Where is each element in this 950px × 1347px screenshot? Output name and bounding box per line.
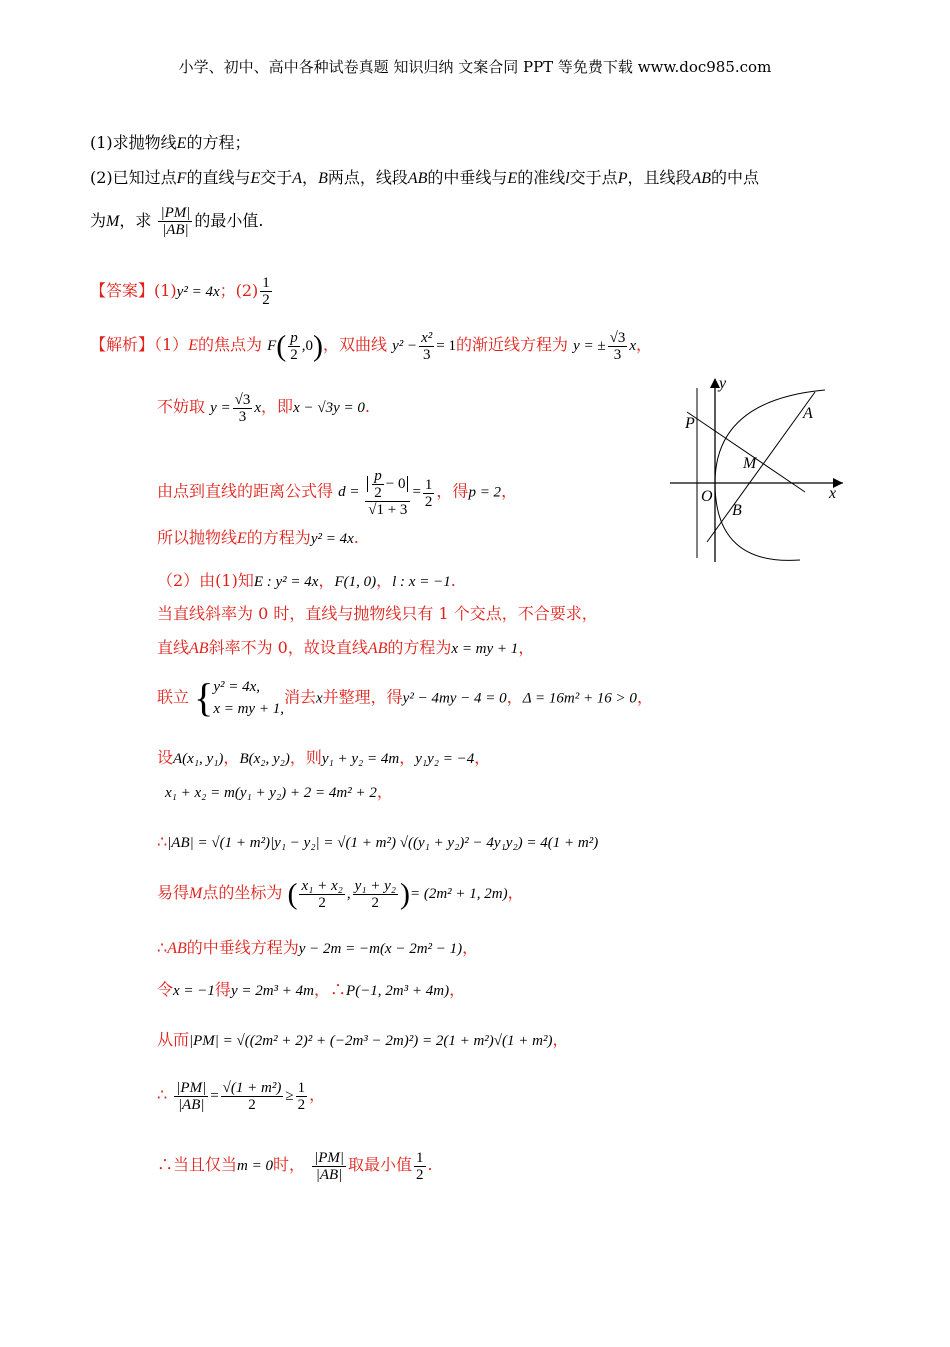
text: ，: [501, 481, 518, 501]
eq: y² = 4x: [310, 531, 354, 547]
eq: y₁ + y₂ = 4m: [321, 751, 400, 767]
text: 不妨取: [157, 396, 206, 416]
eq: Δ = 16m² + 16 > 0: [522, 690, 637, 707]
analysis-line-4: [157, 528, 359, 549]
eq: B(x₂, y₂): [239, 751, 290, 767]
frac-num: 1: [416, 1150, 424, 1166]
text: ，: [462, 938, 479, 957]
eq: m = 0: [237, 1157, 273, 1174]
eq: = (2m² + 1, 2m): [409, 885, 508, 902]
answer-line: [90, 275, 274, 308]
eq: P(−1, 2m³ + 4m): [346, 983, 450, 999]
analysis-line-16: [157, 1080, 325, 1113]
text: ，: [506, 687, 523, 707]
text: ∴: [157, 938, 168, 957]
var: x: [254, 399, 262, 416]
eq-part: ≥: [285, 1087, 294, 1104]
text: 令: [157, 980, 174, 999]
text: ，: [474, 748, 491, 767]
system-eq-2: x = my + 1,: [213, 701, 284, 717]
frac-num: 1: [424, 476, 433, 493]
eq: F(1, 0): [334, 574, 377, 590]
analysis-line-5: [157, 571, 456, 592]
question-2: [90, 168, 759, 189]
analysis-line-7: [157, 638, 534, 659]
var: F: [267, 337, 277, 354]
text: ，∴: [314, 980, 347, 999]
frac-den: |AB|: [177, 1097, 205, 1113]
eq: |PM| = √((2m² + 2)² + (−2m³ − 2m)²) = 2(1 + m²)√(1 + m²): [189, 1033, 553, 1049]
q2-var: AB: [407, 170, 428, 187]
frac-num: y₁ + y₂: [354, 878, 396, 894]
text: 时，: [272, 1154, 305, 1174]
text: ，得: [436, 481, 469, 501]
q2-text: 两点，线段: [327, 168, 408, 187]
frac-den: 2: [318, 895, 326, 911]
text: ，双曲线: [323, 334, 388, 354]
eq-part: d =: [338, 484, 360, 501]
frac-num: |PM|: [314, 1150, 344, 1166]
q2-text: 交于: [260, 168, 293, 187]
answer-label: 【答案】(1): [90, 281, 177, 300]
q1-var-e: E: [176, 135, 187, 152]
q2-var: l: [565, 170, 570, 187]
text: 的方程为: [246, 528, 311, 547]
system-eq-1: y² = 4x,: [213, 679, 260, 695]
q2-var: M: [106, 213, 120, 230]
var: x: [629, 337, 637, 354]
frac-num: x₁ + x₂: [301, 878, 343, 894]
frac-num: √3: [234, 392, 251, 408]
eq: x = my + 1: [451, 641, 519, 657]
text: 斜率不为 0，故设直线: [208, 638, 368, 657]
eq: l : x = −1: [392, 574, 451, 590]
eq: p = 2: [468, 484, 502, 501]
perpendicular-bisector: [687, 412, 805, 492]
parabola-figure: [665, 370, 855, 565]
label-a: A: [803, 405, 813, 422]
q2-text: (2)已知过点: [90, 168, 177, 187]
eq-part: =: [412, 484, 421, 501]
frac-num: 1: [297, 1080, 306, 1096]
text: ，: [518, 638, 535, 657]
frac-den: √1 + 3: [368, 502, 408, 518]
var: AB: [167, 940, 187, 957]
text: 得: [214, 980, 231, 999]
q2-var: E: [250, 170, 261, 187]
eq-part: y =: [210, 399, 231, 416]
analysis-line-10: [165, 782, 393, 803]
eq: x = −1: [173, 983, 215, 999]
analysis-line-1: 【解析】（1）E的焦点为 F( $\frac{p}{2}$ ,0)，双曲线 y² − $\frac{\text{x²}}{3}$ = 1的渐近线方程为 y = ± $\frac{√3}{3}$ x，: [90, 329, 653, 363]
analysis-line-11: [157, 832, 598, 853]
question-2-line-2: [90, 205, 263, 238]
text: ，: [507, 882, 524, 902]
eq: y₁y₂ = −4: [415, 751, 475, 767]
frac-den: 2: [374, 485, 382, 501]
text: 取最小值: [348, 1154, 413, 1174]
analysis-line-6: 当直线斜率为 0 时，直线与抛物线只有 1 个交点，不合要求，: [157, 604, 598, 623]
frac-den: 2: [424, 493, 433, 510]
frac-num: √3: [609, 330, 626, 346]
analysis-label: 【解析】（1）: [90, 334, 189, 354]
frac-num: x²: [421, 330, 433, 346]
q2-text: 交于点: [569, 168, 618, 187]
eq: y² − 4my − 4 = 0: [402, 690, 507, 707]
analysis-line-9: [157, 748, 490, 769]
eq: |AB| = √(1 + m²)|y₁ − y₂| = √(1 + m²) √((y₁ + y₂)² − 4y₁y₂) = 4(1 + m²): [167, 835, 599, 851]
var: E: [237, 530, 247, 547]
text: 从而: [157, 1030, 190, 1049]
label-p: P: [685, 415, 695, 432]
q2-text: 的最小值.: [194, 211, 264, 230]
frac-den: 2: [290, 347, 298, 363]
text: ，: [376, 571, 393, 590]
text: （2）由(1)知: [157, 571, 254, 590]
q2-var: AB: [691, 170, 712, 187]
text: 并整理，得: [322, 687, 403, 707]
eq-part: = 1: [436, 337, 457, 354]
q2-frac-num: |PM|: [160, 205, 191, 221]
analysis-line-8: 联立 { y² = 4x, x = my + 1, 消去x并整理，得y² − 4my − 4 = 0，Δ = 16m² + 16 > 0，: [157, 675, 653, 720]
q2-var: A: [292, 170, 303, 187]
q2-frac-den: |AB|: [162, 222, 189, 238]
text: 的方程为: [387, 638, 452, 657]
eq: E : y² = 4x: [253, 574, 319, 590]
answer-eq: y² = 4x: [176, 284, 220, 300]
frac-den: 2: [297, 1097, 306, 1113]
eq-part: y = ±: [573, 337, 606, 354]
var: AB: [367, 640, 388, 657]
eq: A(x₁, y₁): [173, 751, 224, 767]
frac-den: 2: [416, 1167, 424, 1183]
answer-half: [260, 275, 272, 308]
q2-text: 为: [90, 211, 107, 230]
text: 联立: [157, 687, 190, 707]
frac-den: 3: [238, 409, 247, 425]
eq-part: − 0: [385, 475, 406, 492]
var: E: [188, 336, 198, 354]
text: ,0: [301, 337, 313, 354]
q2-text: 的中点: [711, 168, 760, 187]
text: ，: [309, 1084, 326, 1104]
analysis-line-17: [157, 1150, 433, 1183]
q2-text: ，求: [119, 211, 152, 230]
q2-text: ，且线段: [627, 168, 692, 187]
text: 所以抛物线: [157, 528, 238, 547]
analysis-line-2: [157, 392, 370, 425]
var: x: [315, 690, 323, 707]
analysis-line-14: [157, 980, 465, 1001]
distance-fraction: [365, 468, 410, 518]
label-x: x: [829, 485, 837, 502]
q2-fraction: [158, 205, 192, 238]
eq-part: y² −: [392, 337, 418, 354]
frac-num: 1: [262, 275, 270, 291]
q2-var: E: [507, 170, 518, 187]
var: M: [189, 884, 203, 902]
text: 由点到直线的距离公式得: [157, 481, 334, 501]
frac-num: √(1 + m²): [222, 1080, 282, 1096]
text: ，则: [289, 748, 322, 767]
text: ，: [318, 571, 335, 590]
text: 消去: [283, 687, 316, 707]
text: 的焦点为: [197, 334, 262, 354]
label-m: M: [743, 455, 757, 472]
text: 设: [157, 748, 174, 767]
answer-sep: ；(2): [219, 281, 259, 300]
text: ，: [636, 687, 653, 707]
question-1: [90, 133, 250, 154]
text: 直线: [157, 638, 190, 657]
text: .: [353, 528, 359, 547]
q2-text: 的准线: [517, 168, 566, 187]
label-b: B: [732, 502, 742, 519]
q2-text: 的直线与: [186, 168, 251, 187]
analysis-line-3: [157, 468, 517, 518]
text: ，: [399, 748, 416, 767]
therefore-symbol: ∴: [157, 1084, 168, 1104]
text: ，即: [261, 396, 294, 416]
text: ，: [449, 980, 466, 999]
eq: y = 2m³ + 4m: [230, 983, 315, 999]
frac-num: p: [374, 468, 382, 484]
text: .: [364, 396, 370, 416]
frac-den: 2: [248, 1097, 256, 1113]
frac-num: |PM|: [176, 1080, 207, 1096]
q2-text: ，: [302, 168, 319, 187]
frac-den: 3: [613, 347, 622, 363]
text: ∴当且仅当: [157, 1154, 238, 1174]
label-y: y: [719, 375, 727, 392]
frac-den: 2: [262, 292, 270, 308]
text: ，: [223, 748, 240, 767]
frac-den: 2: [371, 895, 380, 911]
therefore-symbol: ∴: [157, 832, 168, 851]
label-o: O: [701, 488, 713, 505]
text: ，: [552, 1030, 569, 1049]
eq: x₁ + x₂ = m(y₁ + y₂) + 2 = 4m² + 2: [165, 785, 377, 801]
text: .: [450, 571, 456, 590]
text: 点的坐标为: [202, 882, 283, 902]
text: .: [427, 1154, 433, 1174]
analysis-line-13: [157, 938, 478, 959]
eq-part: =: [210, 1087, 219, 1104]
q2-text: 的中垂线与: [427, 168, 508, 187]
analysis-line-12: 易得M点的坐标为 ( $\frac{\text{x₁ + x₂}}{2}$ , $\frac{\text{y₁ + y₂}}{2}$ )= (2m² + 1, 2m)，: [157, 877, 524, 911]
chord-ab: [707, 392, 815, 542]
text: 易得: [157, 882, 190, 902]
text: 的渐近线方程为: [456, 334, 569, 354]
q2-var: F: [176, 170, 187, 187]
q1-suffix: 的方程；: [186, 133, 251, 152]
eq: y − 2m = −m(x − 2m² − 1): [298, 941, 463, 957]
frac-num: p: [290, 330, 298, 346]
q1-prefix: (1)求抛物线: [90, 133, 177, 152]
text: ，: [376, 782, 393, 801]
text: ，: [636, 334, 653, 354]
var: AB: [189, 640, 209, 657]
analysis-line-15: [157, 1030, 568, 1051]
text: 的中垂线方程为: [186, 938, 299, 957]
q2-var: B: [318, 170, 328, 187]
eq: x − √3y = 0: [293, 399, 365, 416]
frac-den: 3: [422, 347, 431, 363]
frac-den: |AB|: [315, 1167, 343, 1183]
page-header: 小学、初中、高中各种试卷真题 知识归纳 文案合同 PPT 等免费下载 www.doc985.com: [178, 58, 772, 76]
q2-var: P: [617, 170, 628, 187]
